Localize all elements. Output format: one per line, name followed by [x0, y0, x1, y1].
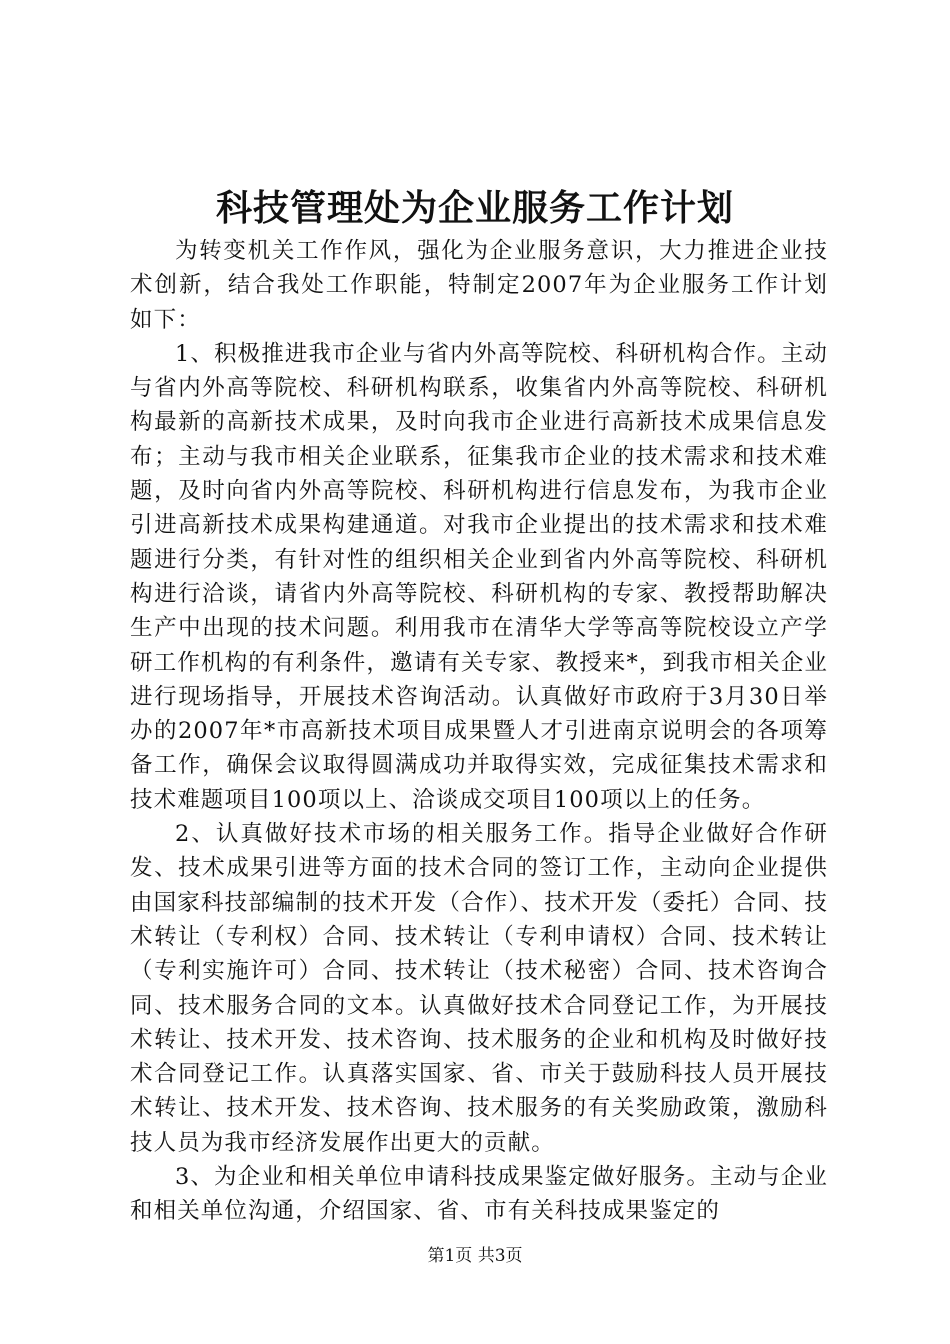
section-1-paragraph: 1、积极推进我市企业与省内外高等院校、科研机构合作。主动与省内外高等院校、科研机构联系，收集省内外高等院校、科研机构最新的高新技术成果，及时向我市企业进行高新技术成果信息发布；主动与我市相关企业联系，征集我市企业的技术需求和技术难题，及时向省内外高等院校、科研机构进行信息发布，为我市企业引进高新技术成果构建通道。对我市企业提出的技术需求和技术难题进行分类，有针对性的组织相关企业到省内外高等院校、科研机构进行洽谈，请省内外高等院校、科研机构的专家、教授帮助解决生产中出现的技术问题。利用我市在清华大学等高等院校设立产学研工作机构的有利条件，邀请有关专家、教授来*，到我市相关企业进行现场指导，开展技术咨询活动。认真做好市政府于3月30日举办的2007年*市高新技术项目成果暨人才引进南京说明会的各项筹备工作，确保会议取得圆满成功并取得实效，完成征集技术需求和技术难题项目100项以上、洽谈成交项目100项以上的任务。: [130, 340, 828, 813]
intro-paragraph: 为转变机关工作作风，强化为企业服务意识，大力推进企业技术创新，结合我处工作职能，特制定2007年为企业服务工作计划如下：: [130, 238, 828, 333]
section-2-paragraph: 2、认真做好技术市场的相关服务工作。指导企业做好合作研发、技术成果引进等方面的技术合同的签订工作，主动向企业提供由国家科技部编制的技术开发（合作）、技术开发（委托）合同、技术转让（专利权）合同、技术转让（专利申请权）合同、技术转让（专利实施许可）合同、技术转让（技术秘密）合同、技术咨询合同、技术服务合同的文本。认真做好技术合同登记工作，为开展技术转让、技术开发、技术咨询、技术服务的企业和机构及时做好技术合同登记工作。认真落实国家、省、市关于鼓励科技人员开展技术转让、技术开发、技术咨询、技术服务的有关奖励政策，激励科技人员为我市经济发展作出更大的贡献。: [130, 821, 828, 1156]
document-body: [130, 234, 828, 1229]
document-title: 科技管理处为企业服务工作计划: [215, 187, 734, 229]
page-footer: 第1页 共3页: [427, 1246, 523, 1266]
section-3-paragraph: 3、为企业和相关单位申请科技成果鉴定做好服务。主动与企业和相关单位沟通，介绍国家、省、市有关科技成果鉴定的: [130, 1164, 828, 1225]
